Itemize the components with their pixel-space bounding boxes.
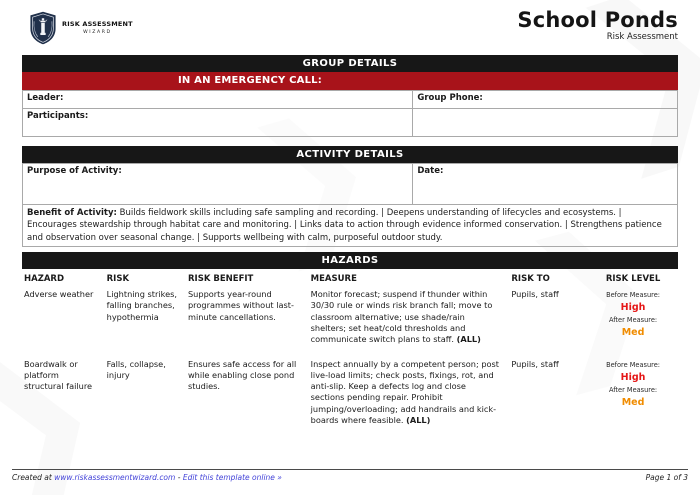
risk-to-cell: Pupils, staff — [511, 288, 559, 299]
after-measure-value: Med — [621, 327, 645, 339]
after-measure-label: After Measure: — [608, 316, 658, 325]
date-label: Date: — [417, 166, 444, 176]
column-header-risk-to: RISK TO — [511, 273, 550, 284]
purpose-label: Purpose of Activity: — [27, 166, 122, 176]
logo-subtitle: WIZARD — [83, 29, 112, 35]
benefit-text: Builds fieldwork skills including safe sampling and recording. | Deepens understanding of lifecycles and ecosystems. | Encourages stewardship through habitat care and monitoring. | Links data to action through evidence informed conservation. | Strengthens patience and observation over seasonal change. | Supports wellbeing with calm, purposeful outdoor study. — [27, 208, 662, 243]
hazard-cell: Boardwalk or platform structural failure — [24, 358, 93, 392]
before-measure-value: High — [620, 371, 646, 383]
measure-cell — [309, 288, 510, 358]
measure-all-tag: (ALL) — [456, 334, 481, 345]
activity-details-table — [22, 163, 678, 247]
title-block — [517, 9, 678, 42]
benefit-field — [23, 205, 678, 247]
page-indicator: Page 1 of 3 — [645, 473, 688, 482]
measure-text: Inspect annually by a competent person; post live-load limits; check posts, fixings, rot, and anti-slip. Keep a defects log and close sections pending repair. Prohibit jumping/overloading; add handrails and kick-boards where feasible. — [310, 358, 500, 426]
measure-text: Monitor forecast; suspend if thunder within 30/30 rule or winds risk branch fall; move to classroom alternative; use shade/rain shelters; set heat/cold thresholds and communicate switch plans to staff. — [310, 288, 493, 345]
column-header-risk: RISK — [106, 273, 130, 284]
risk-level-cell — [588, 358, 678, 439]
group-phone-field — [413, 91, 678, 109]
table-row — [23, 91, 678, 109]
risk-benefit-cell: Supports year-round programmes without last-minute cancellations. — [187, 288, 294, 322]
emergency-call-bar — [22, 72, 678, 90]
group-details-section-header: GROUP DETAILS — [22, 55, 678, 72]
brand-logo — [28, 11, 133, 45]
risk-level-cell — [588, 288, 678, 358]
column-header-risk-level: RISK LEVEL — [605, 273, 661, 284]
table-row — [23, 205, 678, 247]
emergency-call-label: IN AN EMERGENCY CALL: — [177, 75, 322, 86]
hazards-table — [22, 269, 678, 438]
hazard-cell: Adverse weather — [24, 288, 94, 299]
measure-cell — [309, 358, 510, 439]
participants-field — [23, 109, 413, 137]
hazards-section-header: HAZARDS — [22, 252, 678, 269]
hazards-header-row — [22, 269, 678, 288]
column-header-hazard: HAZARD — [24, 273, 65, 284]
column-header-measure: MEASURE — [310, 273, 357, 284]
empty-cell — [413, 109, 678, 137]
risk-cell: Falls, collapse, injury — [106, 358, 166, 380]
logo-title: RISK ASSESSMENT — [62, 20, 133, 29]
shield-lighthouse-icon — [28, 11, 58, 45]
activity-details-section-header: ACTIVITY DETAILS — [22, 146, 678, 163]
before-measure-value: High — [620, 302, 646, 314]
footer-separator: - — [175, 473, 183, 482]
page-subtitle: Risk Assessment — [606, 32, 678, 43]
before-measure-label: Before Measure: — [606, 290, 660, 299]
risk-benefit-cell: Ensures safe access for all while enabling close pond studies. — [187, 358, 297, 392]
page-footer — [12, 469, 688, 482]
risk-cell: Lightning strikes, falling branches, hypothermia — [106, 288, 177, 322]
purpose-field — [23, 164, 413, 205]
before-measure-label: Before Measure: — [606, 360, 660, 369]
participants-label: Participants: — [27, 111, 89, 121]
brand-logo-text — [62, 21, 133, 34]
created-at-text: Created at — [12, 473, 55, 482]
leader-label: Leader: — [27, 93, 64, 103]
page-title: School Ponds — [517, 8, 678, 32]
after-measure-value: Med — [621, 396, 645, 408]
edit-template-link[interactable]: Edit this template online » — [182, 473, 282, 482]
measure-all-tag: (ALL) — [406, 415, 431, 426]
document-header — [22, 0, 678, 55]
leader-field — [23, 91, 413, 109]
group-phone-label: Group Phone: — [417, 93, 483, 103]
site-link[interactable]: www.riskassessmentwizard.com — [54, 473, 176, 482]
risk-to-cell: Pupils, staff — [511, 358, 559, 369]
hazard-row — [22, 288, 678, 358]
table-row — [23, 164, 678, 205]
table-row — [23, 109, 678, 137]
after-measure-label: After Measure: — [608, 385, 658, 394]
column-header-risk-benefit: RISK BENEFIT — [187, 273, 254, 284]
footer-credit — [12, 473, 282, 482]
benefit-label: Benefit of Activity: — [27, 208, 117, 218]
hazard-row — [22, 358, 678, 439]
group-details-table — [22, 90, 678, 137]
date-field — [413, 164, 678, 205]
